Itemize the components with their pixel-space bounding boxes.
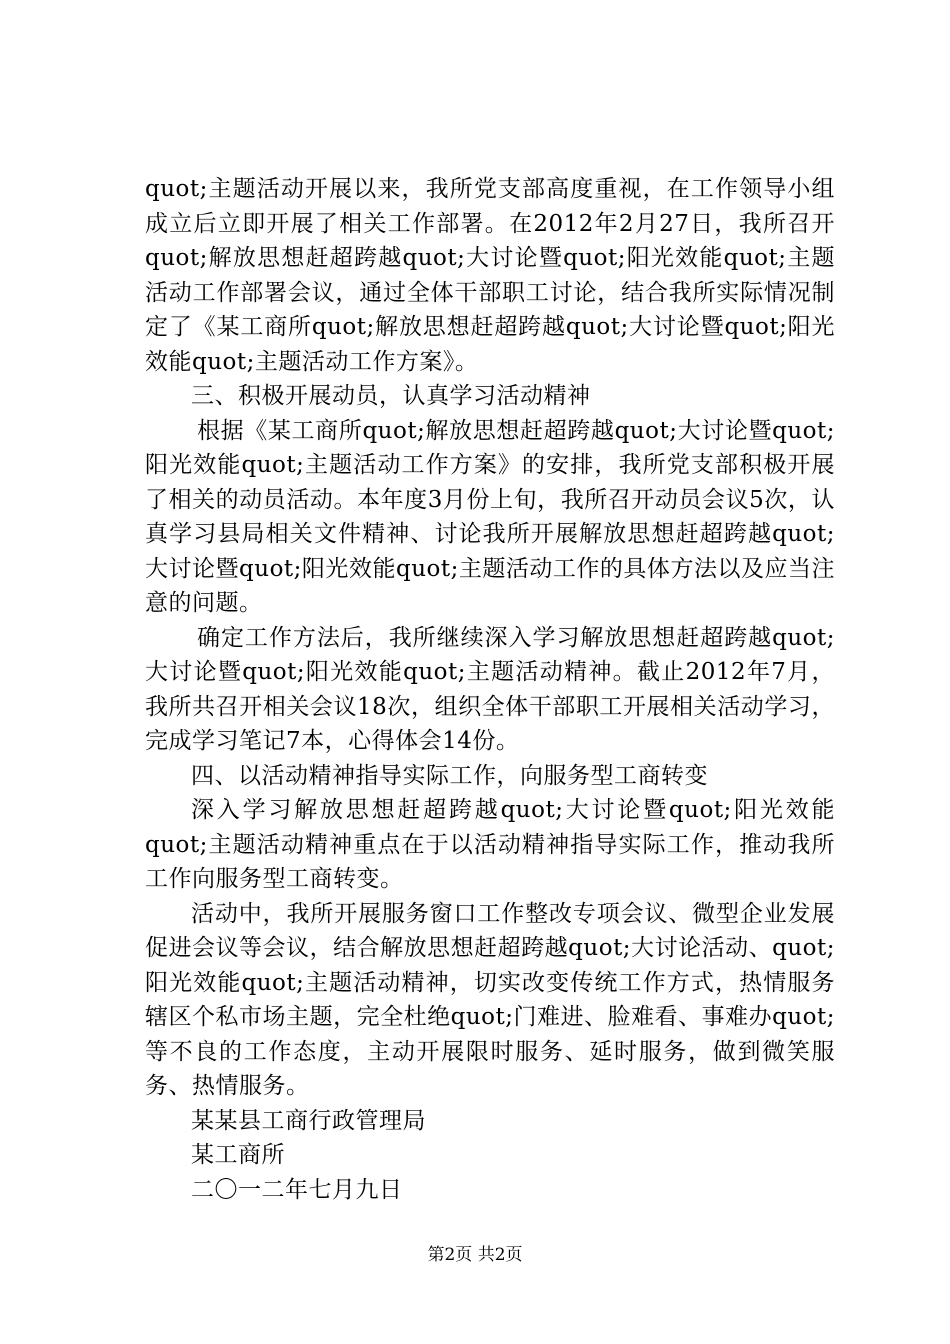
page-number-label: 第2页 共2页 xyxy=(427,1245,523,1265)
signoff-unit: 某工商所 xyxy=(191,1142,285,1168)
document-body xyxy=(145,172,835,1207)
paragraph-service-measures: 活动中，我所开展服务窗口工作整改专项会议、微型企业发展促进会议等会议，结合解放思想赶超跨越quot;大讨论活动、quot;阳光效能quot;主题活动精神，切实改变传统工作方式，热情服务辖区个私市场主题，完全杜绝quot;门难进、脸难看、事难办quot;等不良的工作态度，主动开展限时服务、延时服务，做到微笑服务、热情服务。 xyxy=(145,900,835,1099)
paragraph-study-progress: 确定工作方法后，我所继续深入学习解放思想赶超跨越quot;大讨论暨quot;阳光效能quot;主题活动精神。截止2012年7月，我所共召开相关会议18次，组织全体干部职工开展相关活动学习，完成学习笔记7本，心得体会14份。 xyxy=(145,624,835,754)
signoff-date: 二〇一二年七月九日 xyxy=(191,1176,403,1203)
paragraph-mobilization: 根据《某工商所quot;解放思想赶超跨越quot;大讨论暨quot;阳光效能quot;主题活动工作方案》的安排，我所党支部积极开展了相关的动员活动。本年度3月份上旬，我所召开动员会议5次，认真学习县局相关文件精神、讨论我所开展解放思想赶超跨越quot;大讨论暨quot;阳光效能quot;主题活动工作的具体方法以及应当注意的问题。 xyxy=(145,417,835,616)
section-heading-three: 三、积极开展动员，认真学习活动精神 xyxy=(191,383,591,409)
signoff-organization: 某某县工商行政管理局 xyxy=(191,1107,426,1134)
section-heading-four: 四、以活动精神指导实际工作，向服务型工商转变 xyxy=(191,762,708,789)
paragraph-activity-intro: quot;主题活动开展以来，我所党支部高度重视，在工作领导小组成立后立即开展了相关工作部署。在2012年2月27日，我所召开quot;解放思想赶超跨越quot;大讨论暨quot;阳光效能quot;主题活动工作部署会议，通过全体干部职工讨论，结合我所实际情况制定了《某工商所quot;解放思想赶超跨越quot;大讨论暨quot;阳光效能quot;主题活动工作方案》。 xyxy=(145,176,836,375)
page-footer xyxy=(0,1244,950,1266)
paragraph-service-transition: 深入学习解放思想赶超跨越quot;大讨论暨quot;阳光效能quot;主题活动精神重点在于以活动精神指导实际工作，推动我所工作向服务型工商转变。 xyxy=(145,797,835,892)
